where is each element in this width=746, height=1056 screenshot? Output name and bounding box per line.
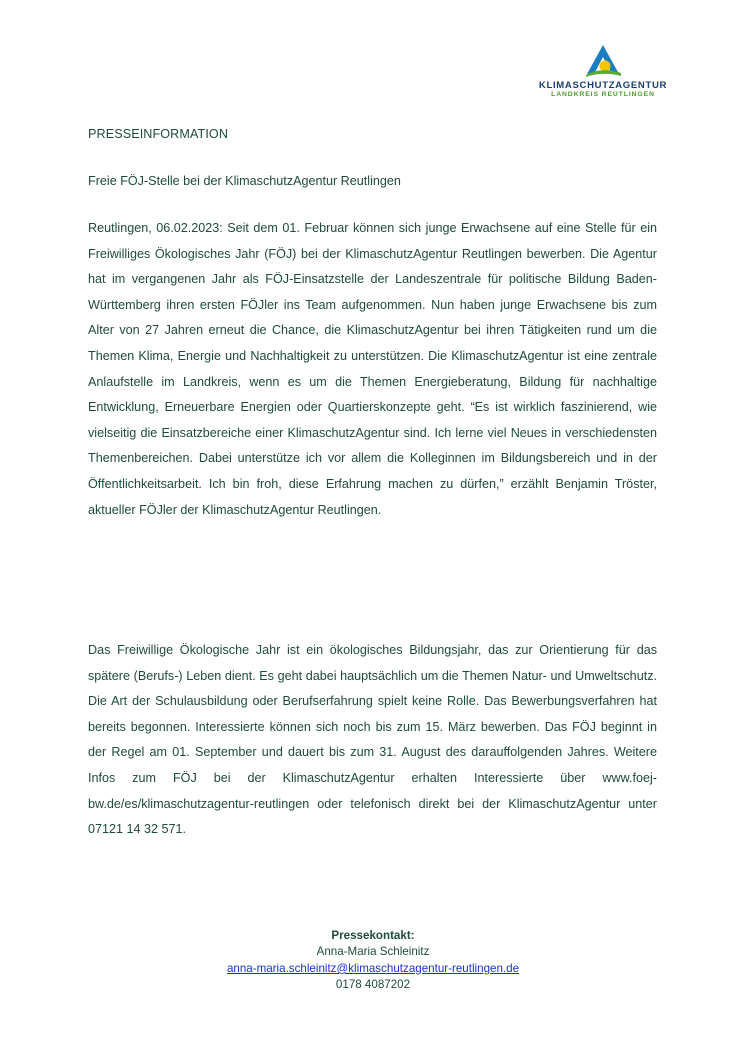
agency-logo: [534, 44, 672, 104]
climate-agency-logo-icon: [583, 44, 623, 78]
document-label: PRESSEINFORMATION: [88, 127, 229, 141]
logo-title: KLIMASCHUTZAGENTUR: [538, 80, 668, 91]
body-paragraph-1: Reutlingen, 06.02.2023: Seit dem 01. Februar können sich junge Erwachsene auf eine Stelle für ein Freiwilliges Ökologisches Jahr (FÖJ) bei der KlimaschutzAgentur Reutlingen bewerben. Die Agentur hat im vergangenen Jahr als FÖJ-Einsatzstelle der Landeszentrale für politische Bildung Baden-Württemberg ihren ersten FÖJler ins Team aufgenommen. Nun haben junge Erwachsene bis zum Alter von 27 Jahren erneut die Chance, die KlimaschutzAgentur bei ihren Tätigkeiten rund um die Themen Klima, Energie und Nachhaltigkeit zu unterstützen. Die KlimaschutzAgentur ist eine zentrale Anlaufstelle im Landkreis, wenn es um die Themen Energieberatung, Bildung für nachhaltige Entwicklung, Erneuerbare Energien oder Quartierskonzepte geht. “Es ist wirklich faszinierend, wie vielseitig die Einsatzbereiche einer KlimaschutzAgentur sind. Ich lerne viel Neues in verschiedensten Themenbereichen. Dabei unterstütze ich vor allem die Kolleginnen im Bildungsbereich und in der Öffentlichkeitsarbeit. Ich bin froh, diese Erfahrung machen zu dürfen,” erzählt Benjamin Tröster, aktueller FÖJler der KlimaschutzAgentur Reutlingen.: [88, 221, 657, 517]
contact-name: Anna-Maria Schleinitz: [316, 945, 430, 959]
logo-subtitle: LANDKREIS REUTLINGEN: [551, 91, 655, 98]
contact-phone: 0178 4087202: [335, 978, 411, 992]
contact-label: Pressekontakt:: [331, 929, 415, 942]
body-paragraph-2: Das Freiwillige Ökologische Jahr ist ein ökologisches Bildungsjahr, das zur Orientierung für das spätere (Berufs-) Leben dient. Es geht dabei hauptsächlich um die Themen Natur- und Umweltschutz. Die Art der Schulausbildung oder Berufserfahrung spielt keine Rolle. Das Bewerbungsverfahren hat bereits begonnen. Interessierte können sich noch bis zum 15. März bewerben. Das FÖJ beginnt in der Regel am 01. September und dauert bis zum 31. August des darauffolgenden Jahres. Weitere Infos zum FÖJ bei der KlimaschutzAgentur erhalten Interessierte über www.foej-bw.de/es/klimaschutzagentur-reutlingen oder telefonisch direkt bei der KlimaschutzAgentur unter 07121 14 32 571.: [88, 643, 657, 837]
press-contact: [0, 928, 746, 994]
document-subject: Freie FÖJ-Stelle bei der KlimaschutzAgentur Reutlingen: [88, 174, 401, 188]
contact-email-link[interactable]: anna-maria.schleinitz@klimaschutzagentur-reutlingen.de: [226, 961, 520, 975]
